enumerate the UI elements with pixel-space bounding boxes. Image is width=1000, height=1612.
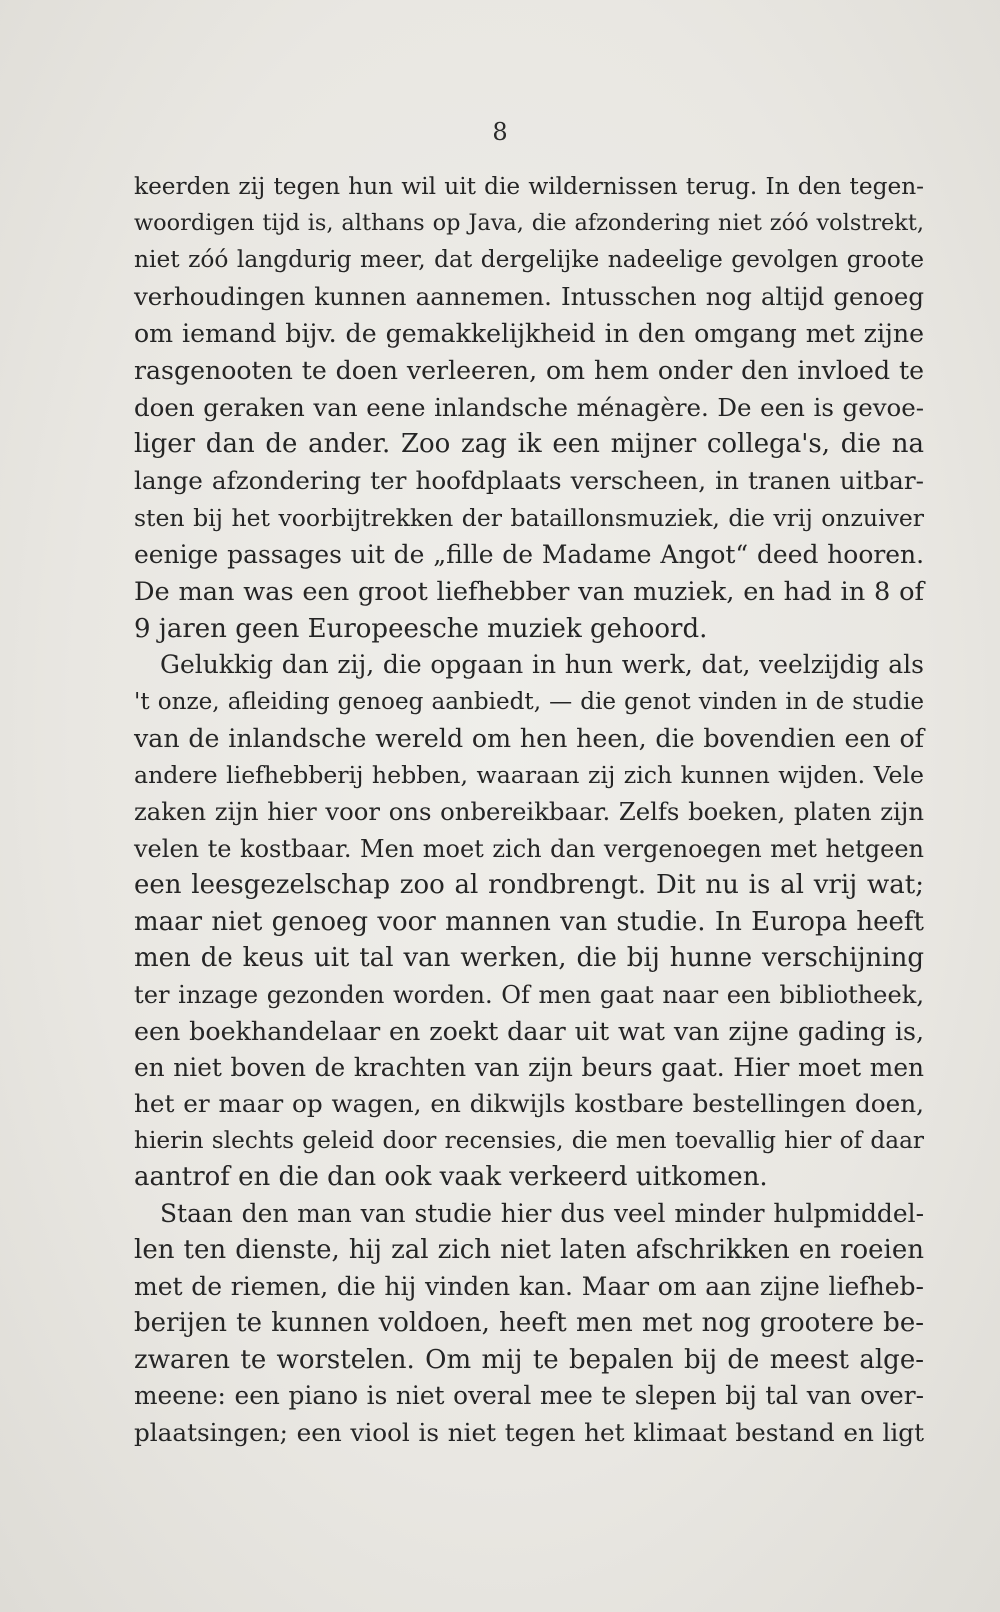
text-line: len ten dienste, hij zal zich niet laten afschrikken en roeien: [134, 1235, 924, 1265]
text-line: woordigen tijd is, althans op Java, die afzondering niet zóó volstrekt,: [134, 210, 924, 236]
text-line: een leesgezelschap zoo al rondbrengt. Dit nu is al vrij wat;: [134, 870, 924, 900]
text-line: Gelukkig dan zij, die opgaan in hun werk, dat, veelzijdig als: [160, 650, 924, 679]
text-line: liger dan de ander. Zoo zag ik een mijner collega's, die na: [134, 429, 924, 459]
text-line: rasgenooten te doen verleeren, om hem onder den invloed te: [134, 356, 924, 385]
text-line: sten bij het voorbijtrekken der bataillonsmuziek, die vrij onzuiver: [134, 504, 924, 532]
text-line: met de riemen, die hij vinden kan. Maar om aan zijne liefheb-: [134, 1272, 924, 1301]
text-line: De man was een groot liefhebber van muziek, en had in 8 of: [134, 577, 924, 607]
text-line: velen te kostbaar. Men moet zich dan vergenoegen met hetgeen: [134, 835, 924, 863]
text-line: 't onze, afleiding genoeg aanbiedt, — die genot vinden in de studie: [134, 689, 924, 715]
text-line: Staan den man van studie hier dus veel minder hulpmiddel-: [160, 1199, 924, 1228]
text-line: maar niet genoeg voor mannen van studie. In Europa heeft: [134, 907, 924, 937]
text-line: zaken zijn hier voor ons onbereikbaar. Zelfs boeken, platen zijn: [134, 797, 924, 826]
text-line: ter inzage gezonden worden. Of men gaat naar een bibliotheek,: [134, 981, 924, 1009]
text-line: aantrof en die dan ook vaak verkeerd uitkomen.: [134, 1162, 768, 1192]
text-line: om iemand bijv. de gemakkelijkheid in den omgang met zijne: [134, 319, 924, 348]
text-line: andere liefhebberij hebben, waaraan zij zich kunnen wijden. Vele: [134, 761, 924, 789]
text-line: plaatsingen; een viool is niet tegen het klimaat bestand en ligt: [134, 1418, 924, 1447]
text-line: een boekhandelaar en zoekt daar uit wat van zijne gading is,: [134, 1016, 924, 1046]
text-line: verhoudingen kunnen aannemen. Intusschen nog altijd genoeg: [134, 282, 924, 311]
text-line: 9 jaren geen Europeesche muziek gehoord.: [134, 614, 708, 644]
text-line: niet zóó langdurig meer, dat dergelijke nadeelige gevolgen groote: [134, 246, 924, 273]
text-line: hierin slechts geleid door recensies, die men toevallig hier of daar: [134, 1127, 924, 1154]
text-line: het er maar op wagen, en dikwijls kostbare bestellingen doen,: [134, 1089, 924, 1118]
text-line: van de inlandsche wereld om hen heen, die bovendien een of: [134, 724, 924, 753]
text-line: eenige passages uit de „fille de Madame Angot“ deed hooren.: [134, 540, 924, 569]
text-line: lange afzondering ter hoofdplaats verscheen, in tranen uitbar-: [134, 466, 924, 495]
text-line: doen geraken van eene inlandsche ménagère. De een is gevoe-: [134, 393, 924, 422]
text-line: keerden zij tegen hun wil uit die wildernissen terug. In den tegen-: [134, 173, 924, 200]
text-line: zwaren te worstelen. Om mij te bepalen bij de meest alge-: [134, 1345, 924, 1375]
text-line: men de keus uit tal van werken, die bij hunne verschijning: [134, 943, 924, 973]
text-line: en niet boven de krachten van zijn beurs gaat. Hier moet men: [134, 1053, 924, 1082]
text-line: meene: een piano is niet overal mee te slepen bij tal van over-: [134, 1381, 924, 1410]
text-line: berijen te kunnen voldoen, heeft men met nog grootere be-: [134, 1308, 924, 1338]
page-number: 8: [492, 118, 508, 146]
